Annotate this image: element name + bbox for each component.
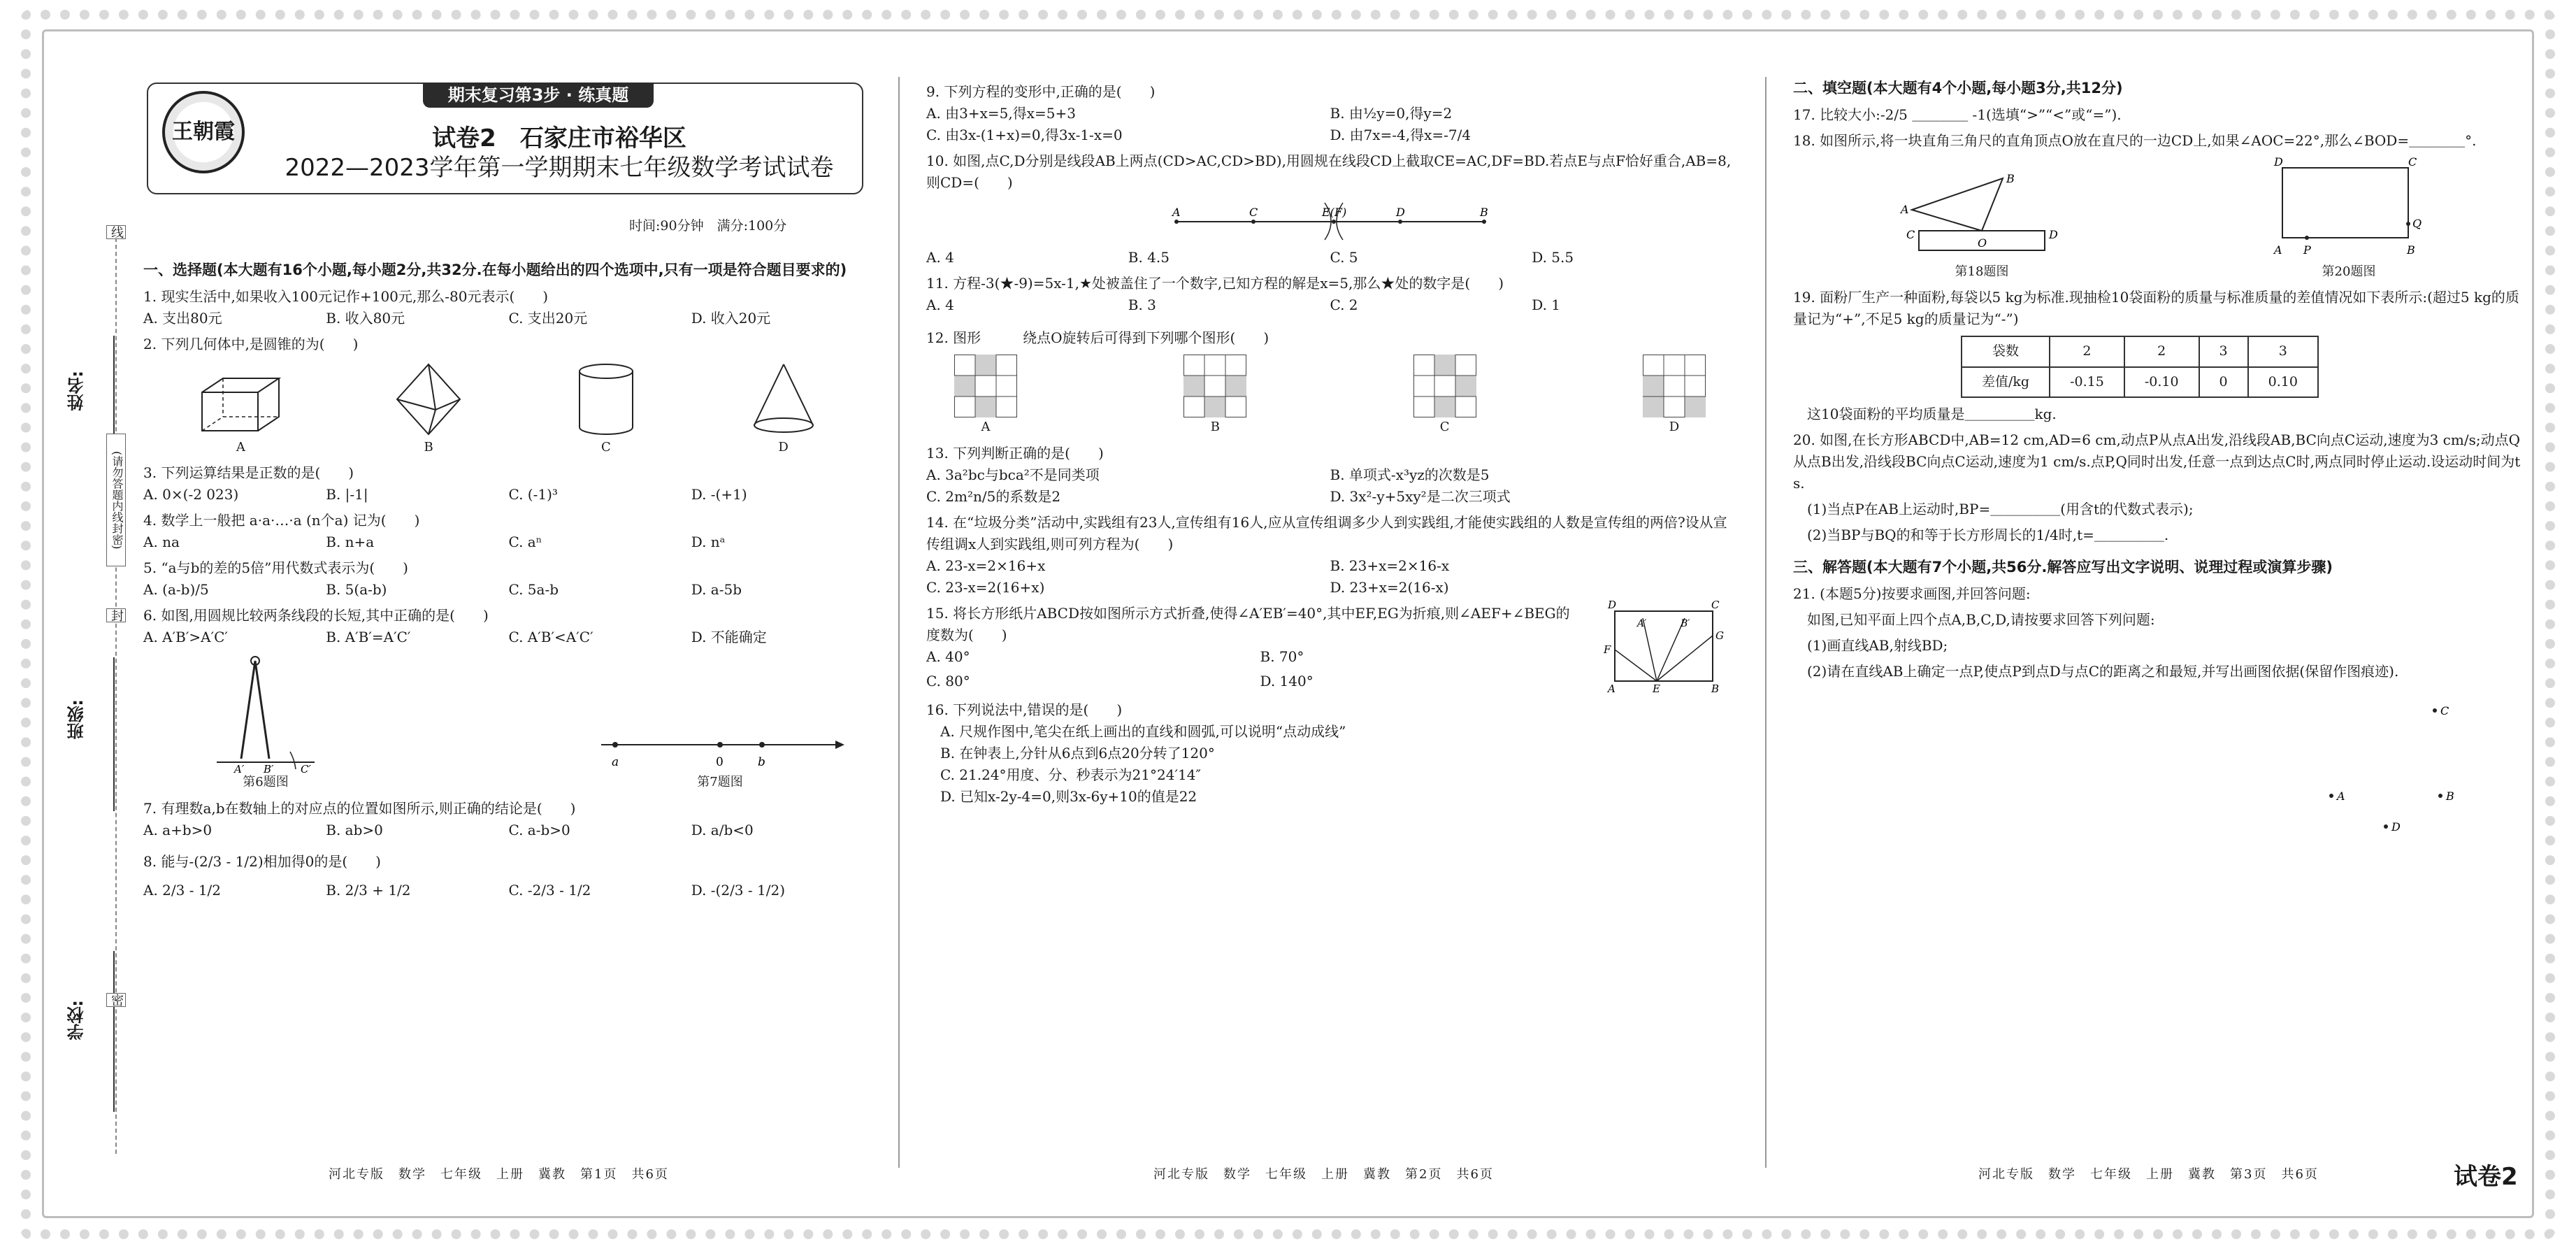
school-label: 学校: bbox=[67, 1000, 87, 1041]
figure-cone bbox=[749, 361, 819, 457]
class-line bbox=[113, 657, 115, 811]
svg-text:C′: C′ bbox=[301, 763, 311, 773]
option: D. -(+1) bbox=[691, 486, 747, 503]
grid-option-d bbox=[1643, 355, 1706, 437]
question-6: 6. 如图,用圆规比较两条线段的长短,其中正确的是( ) bbox=[143, 607, 489, 624]
figure-label: C bbox=[1439, 420, 1450, 434]
option: A. na bbox=[143, 534, 180, 551]
question-12-options bbox=[926, 355, 1734, 437]
table-cell: 袋数 bbox=[1962, 336, 2050, 366]
svg-text:B: B bbox=[2006, 171, 2015, 185]
question-5: 5. “a与b的差的5倍”用代数式表示为( ) bbox=[143, 559, 408, 577]
question-14-options bbox=[926, 555, 1734, 599]
svg-text:B′: B′ bbox=[264, 763, 274, 773]
option: A. 支出80元 bbox=[143, 309, 222, 327]
grid-figure-d bbox=[1643, 355, 1706, 417]
figure-label: D bbox=[1669, 420, 1680, 434]
seal-mi-mark: 密 bbox=[106, 993, 126, 1007]
question-15-options bbox=[926, 646, 1594, 695]
time-info: 时间:90分钟 满分:100分 bbox=[629, 218, 787, 234]
option: C. 5a-b bbox=[508, 581, 559, 599]
question-16-options bbox=[926, 721, 1734, 808]
option: C. (-1)³ bbox=[508, 486, 558, 503]
svg-text:A: A bbox=[1172, 206, 1181, 219]
svg-text:O: O bbox=[1978, 236, 1987, 250]
svg-text:D: D bbox=[2274, 157, 2283, 169]
question-20-part-1: (1)当点P在AB上运动时,BP=＿＿＿＿＿(用含t的代数式表示); bbox=[1807, 501, 2194, 518]
question-5-options bbox=[143, 579, 874, 601]
table-row bbox=[1962, 336, 2318, 366]
option: B. 4.5 bbox=[1128, 249, 1170, 266]
option: C. 80° bbox=[926, 672, 970, 689]
column-1 bbox=[143, 259, 874, 901]
svg-text:C: C bbox=[2408, 157, 2417, 169]
table-cell: 差值/kg bbox=[1962, 367, 2050, 397]
figure-caption: 第18题图 bbox=[1955, 264, 2009, 279]
option: D. 3x²-y+5xy²是二次三项式 bbox=[1330, 487, 1511, 505]
svg-text:D: D bbox=[1395, 206, 1405, 219]
svg-text:A: A bbox=[1608, 682, 1616, 695]
svg-text:B: B bbox=[2446, 789, 2454, 803]
question-17: 17. 比较大小:-2/5 ＿＿＿＿ -1(选填“>”“<”或“=”). bbox=[1793, 106, 2122, 123]
header-tag: 期末复习第3步 · 练真题 bbox=[423, 83, 654, 108]
figure-caption: 第7题图 bbox=[697, 775, 743, 790]
option: C. A′B′<A′C′ bbox=[508, 629, 593, 646]
points-abcd-diagram bbox=[1793, 689, 2492, 843]
svg-text:C: C bbox=[2440, 703, 2449, 717]
svg-text:D: D bbox=[1608, 598, 1617, 611]
paper-number: 试卷2 bbox=[2454, 1163, 2518, 1191]
option: A. 4 bbox=[926, 249, 954, 266]
svg-text:B: B bbox=[2407, 243, 2415, 257]
figure-octahedron bbox=[394, 361, 463, 457]
option: B. |-1| bbox=[326, 486, 368, 503]
option: B. 3 bbox=[1128, 296, 1156, 313]
question-21-part-2: (2)请在直线AB上确定一点P,使点P到点D与点C的距离之和最短,并写出画图依据(保留作图痕迹). bbox=[1807, 662, 2399, 680]
option: A. A′B′>A′C′ bbox=[143, 629, 228, 646]
svg-text:B: B bbox=[1479, 206, 1488, 219]
table-cell: 3 bbox=[2199, 336, 2248, 366]
seal-dashed-line bbox=[115, 231, 117, 1154]
option: A. 尺规作图中,笔尖在纸上画出的直线和圆弧,可以说明“点动成线” bbox=[940, 722, 1346, 740]
option: B. 由½y=0,得y=2 bbox=[1330, 105, 1453, 122]
option: A. 23-x=2×16+x bbox=[926, 557, 1046, 574]
column-3 bbox=[1793, 77, 2527, 843]
figures-6-7 bbox=[143, 654, 874, 792]
option: B. 23+x=2×16-x bbox=[1330, 557, 1450, 574]
exam-title: 试卷2 石家庄市裕华区 bbox=[432, 124, 686, 152]
section-solve-heading: 三、解答题(本大题有7个小题,共56分.解答应写出文字说明、说理过程或演算步骤) bbox=[1793, 559, 2333, 576]
svg-text:A: A bbox=[1901, 202, 1909, 216]
figure-6 bbox=[213, 654, 318, 792]
grid-option-b bbox=[1183, 355, 1246, 437]
grid-figure-b bbox=[1183, 355, 1246, 417]
option: B. 在钟表上,分针从6点到6点20分转了120° bbox=[940, 744, 1215, 762]
table-cell: 0.10 bbox=[2248, 367, 2318, 397]
question-19: 19. 面粉厂生产一种面粉,每袋以5 kg为标准.现抽检10袋面粉的质量与标准质量的差值情况如下表所示:(超过5 kg的质量记为“+”,不足5 kg的质量记为“-”) bbox=[1793, 289, 2519, 328]
option: A. a+b>0 bbox=[143, 822, 213, 839]
figure-label: D bbox=[778, 439, 789, 455]
question-21-part-1: (1)画直线AB,射线BD; bbox=[1807, 636, 1948, 654]
rectangle-diagram bbox=[2268, 157, 2429, 262]
figure-caption: 第20题图 bbox=[2322, 264, 2376, 279]
figures-18-20 bbox=[1793, 157, 2527, 282]
option: D. 收入20元 bbox=[691, 309, 771, 327]
fold-diagram bbox=[1594, 597, 1734, 695]
question-20: 20. 如图,在长方形ABCD中,AB=12 cm,AD=6 cm,动点P从点A出发,沿线段AB,BC向点C运动,速度为3 cm/s;动点Q从点B出发,沿线段BC向点C运动,速度为1 cm/s.点P,Q同时出发,任意一点到达点C时,两点同时停止运动.设运动时间为t s. bbox=[1793, 431, 2521, 492]
octahedron-shape bbox=[394, 361, 463, 438]
option: B. ab>0 bbox=[326, 822, 383, 839]
question-2-figures bbox=[143, 361, 874, 457]
option: B. 2/3 + 1/2 bbox=[326, 882, 411, 899]
option: A. 40° bbox=[926, 648, 970, 665]
seal-feng-mark: 封 bbox=[106, 608, 126, 622]
svg-text:E: E bbox=[1653, 682, 1660, 695]
option: C. 支出20元 bbox=[508, 309, 588, 327]
option: D. a/b<0 bbox=[691, 822, 754, 839]
question-1-options bbox=[143, 308, 874, 329]
figure-20 bbox=[2268, 157, 2429, 282]
figure-label: C bbox=[600, 439, 611, 455]
option: A. (a-b)/5 bbox=[143, 581, 209, 599]
question-15: 15. 将长方形纸片ABCD按如图所示方式折叠,使得∠A′EB′=40°,其中EF,EG为折痕,则∠AEF+∠BEG的度数为( ) bbox=[926, 604, 1570, 643]
figure-18 bbox=[1891, 171, 2073, 282]
question-16: 16. 下列说法中,错误的是( ) bbox=[926, 701, 1123, 718]
table-cell: 2 bbox=[2124, 336, 2199, 366]
option: A. 4 bbox=[926, 296, 954, 313]
svg-text:F: F bbox=[1604, 643, 1611, 656]
question-12: 12. 图形 绕点O旋转后可得到下列哪个图形( ) bbox=[926, 329, 1269, 346]
name-label: 姓名: bbox=[67, 371, 87, 411]
seal-line-mark: 线 bbox=[106, 225, 126, 239]
column-divider-2 bbox=[1765, 77, 1766, 1168]
figure-cuboid bbox=[199, 375, 282, 457]
option: D. 140° bbox=[1260, 672, 1314, 689]
grid-option-a bbox=[954, 355, 1017, 437]
question-8: 8. 能与-(2/3 - 1/2)相加得0的是( ) bbox=[143, 853, 381, 871]
seal-note: (请勿答题内线封密) bbox=[106, 434, 126, 566]
svg-text:A′: A′ bbox=[234, 763, 245, 773]
question-9: 9. 下列方程的变形中,正确的是( ) bbox=[926, 83, 1156, 100]
svg-text:C: C bbox=[1249, 206, 1258, 219]
option: B. 单项式-x³yz的次数是5 bbox=[1330, 466, 1490, 483]
table-cell: -0.15 bbox=[2050, 367, 2124, 397]
page-footer-1: 河北专版 数学 七年级 上册 冀教 第1页 共6页 bbox=[329, 1167, 669, 1182]
brand-logo: 王朝霞 bbox=[162, 91, 245, 173]
column-divider-1 bbox=[898, 77, 900, 1168]
svg-text:Q: Q bbox=[2412, 216, 2422, 230]
cylinder-shape bbox=[575, 361, 638, 438]
figure-label: A bbox=[981, 420, 991, 434]
grid-figure-a bbox=[954, 355, 1017, 417]
binding-strip bbox=[64, 210, 127, 1119]
cuboid-shape bbox=[199, 375, 282, 438]
option: C. aⁿ bbox=[508, 534, 542, 551]
option: C. -2/3 - 1/2 bbox=[508, 882, 591, 899]
svg-text:B′: B′ bbox=[1681, 617, 1690, 629]
option: A. 0×(-2 023) bbox=[143, 486, 239, 503]
svg-text:B: B bbox=[1711, 682, 1720, 695]
grid-option-c bbox=[1413, 355, 1476, 437]
number-line bbox=[594, 724, 846, 773]
svg-text:E(F): E(F) bbox=[1321, 206, 1346, 219]
option: C. 5 bbox=[1330, 249, 1358, 266]
option: B. 收入80元 bbox=[326, 309, 405, 327]
option: C. 2m²n/5的系数是2 bbox=[926, 487, 1061, 505]
svg-text:b: b bbox=[758, 755, 765, 770]
svg-text:A′: A′ bbox=[1637, 617, 1647, 629]
option: D. 由7x=-4,得x=-7/4 bbox=[1330, 127, 1472, 143]
option: A. 由3+x=5,得x=5+3 bbox=[926, 105, 1077, 122]
figure-label: B bbox=[424, 439, 433, 455]
page-footer-2: 河北专版 数学 七年级 上册 冀教 第2页 共6页 bbox=[1153, 1167, 1494, 1182]
option: B. A′B′=A′C′ bbox=[326, 629, 411, 646]
question-19-tail: 这10袋面粉的平均质量是＿＿＿＿＿kg. bbox=[1807, 406, 2057, 423]
cone-shape bbox=[749, 361, 819, 438]
svg-text:A: A bbox=[2337, 789, 2345, 803]
question-7: 7. 有理数a,b在数轴上的对应点的位置如图所示,则正确的结论是( ) bbox=[143, 800, 576, 817]
svg-text:D: D bbox=[2391, 820, 2401, 834]
table-cell: 2 bbox=[2050, 336, 2124, 366]
grid-figure-c bbox=[1413, 355, 1476, 417]
option: C. a-b>0 bbox=[508, 822, 570, 839]
table-row bbox=[1962, 367, 2318, 397]
option: A. 2/3 - 1/2 bbox=[143, 882, 222, 899]
svg-text:0: 0 bbox=[716, 755, 724, 770]
question-13: 13. 下列判断正确的是( ) bbox=[926, 444, 1104, 462]
page-footer-3: 河北专版 数学 七年级 上册 冀教 第3页 共6页 bbox=[1978, 1167, 2319, 1182]
column-2 bbox=[926, 77, 1734, 808]
option: C. 23-x=2(16+x) bbox=[926, 578, 1045, 596]
svg-text:C: C bbox=[1711, 598, 1720, 611]
question-3-options bbox=[143, 484, 874, 506]
option: D. 5.5 bbox=[1532, 249, 1574, 266]
question-6-options bbox=[143, 627, 874, 648]
question-18: 18. 如图所示,将一块直角三角尺的直角顶点O放在直尺的一边CD上,如果∠AOC=22°,那么∠BOD=＿＿＿＿°. bbox=[1793, 131, 2477, 149]
svg-text:G: G bbox=[1715, 629, 1724, 642]
question-10-figure bbox=[926, 199, 1734, 241]
question-14: 14. 在“垃圾分类”活动中,实践组有23人,宣传组有16人,应从宣传组调多少人到实践组,才能使实践组的人数是宣传组的两倍?设从宣传组调x人到实践组,则可列方程为( ) bbox=[926, 513, 1727, 552]
question-9-options bbox=[926, 103, 1734, 146]
question-13-options bbox=[926, 464, 1734, 508]
question-2: 2. 下列几何体中,是圆锥的为( ) bbox=[143, 335, 359, 352]
compass-diagram bbox=[213, 654, 318, 773]
option: B. 5(a-b) bbox=[326, 581, 387, 599]
flour-difference-table bbox=[1961, 336, 2319, 398]
section-choice-heading: 一、选择题(本大题有16个小题,每小题2分,共32分.在每小题给出的四个选项中,只有一项是符合题目要求的) bbox=[143, 262, 847, 278]
option: B. n+a bbox=[326, 534, 375, 551]
table-cell: 0 bbox=[2199, 367, 2248, 397]
svg-text:P: P bbox=[2303, 243, 2311, 257]
question-10: 10. 如图,点C,D分别是线段AB上两点(CD>AC,CD>BD),用圆规在线段CD上截取CE=AC,DF=BD.若点E与点F恰好重合,AB=8,则CD=( ) bbox=[926, 152, 1732, 191]
question-11: 11. 方程-3(★-9)=5x-1,★处被盖住了一个数字,已知方程的解是x=5,那么★处的数字是( ) bbox=[926, 275, 1504, 292]
question-8-options bbox=[143, 880, 874, 901]
figure-cylinder bbox=[575, 361, 638, 457]
question-7-options bbox=[143, 820, 874, 841]
question-20-part-2: (2)当BP与BQ的和等于长方形周长的1/4时,t=＿＿＿＿＿. bbox=[1807, 527, 2169, 544]
option: D. 已知x-2y-4=0,则3x-6y+10的值是22 bbox=[940, 787, 1197, 805]
question-21-desc: 如图,已知平面上四个点A,B,C,D,请按要求回答下列问题: bbox=[1807, 610, 2155, 628]
option: D. 不能确定 bbox=[691, 629, 767, 646]
option: C. 2 bbox=[1330, 296, 1358, 313]
figure-caption: 第6题图 bbox=[243, 775, 289, 790]
option: A. 3a²bc与bca²不是同类项 bbox=[926, 466, 1100, 483]
question-21: 21. (本题5分)按要求画图,并回答问题: bbox=[1793, 585, 2031, 602]
exam-subtitle: 2022—2023学年第一学期期末七年级数学考试试卷 bbox=[285, 154, 834, 182]
option: D. 23+x=2(16-x) bbox=[1330, 578, 1449, 596]
question-3: 3. 下列运算结果是正数的是( ) bbox=[143, 464, 354, 482]
table-cell: -0.10 bbox=[2124, 367, 2199, 397]
option: C. 21.24°用度、分、秒表示为21°24′14″ bbox=[940, 766, 1201, 783]
option: D. nᵃ bbox=[691, 534, 726, 551]
svg-text:A: A bbox=[2274, 243, 2282, 257]
question-11-options bbox=[926, 294, 1734, 316]
question-4-options bbox=[143, 531, 874, 553]
question-4: 4. 数学上一般把 a·a·…·a (n个a) 记为( ) bbox=[143, 512, 420, 529]
figure-label: A bbox=[236, 439, 245, 455]
svg-text:D: D bbox=[2049, 227, 2058, 241]
svg-text:C: C bbox=[1906, 227, 1915, 241]
svg-text:a: a bbox=[612, 755, 619, 770]
section-fill-heading: 二、填空题(本大题有4个小题,每小题3分,共12分) bbox=[1793, 80, 2123, 96]
option: D. -(2/3 - 1/2) bbox=[691, 882, 785, 899]
option: D. 1 bbox=[1532, 296, 1561, 313]
triangle-ruler-diagram bbox=[1891, 171, 2073, 262]
option: D. a-5b bbox=[691, 581, 742, 599]
option: C. 由3x-(1+x)=0,得3x-1-x=0 bbox=[926, 127, 1123, 143]
figure-7 bbox=[594, 724, 846, 792]
table-cell: 3 bbox=[2248, 336, 2318, 366]
figure-label: B bbox=[1210, 420, 1220, 434]
school-line bbox=[113, 951, 115, 1112]
class-label: 班级: bbox=[67, 699, 87, 740]
question-10-options bbox=[926, 247, 1734, 269]
option: B. 70° bbox=[1260, 648, 1304, 665]
segment-diagram bbox=[1163, 199, 1498, 241]
question-1: 1. 现实生活中,如果收入100元记作+100元,那么-80元表示( ) bbox=[143, 287, 549, 305]
